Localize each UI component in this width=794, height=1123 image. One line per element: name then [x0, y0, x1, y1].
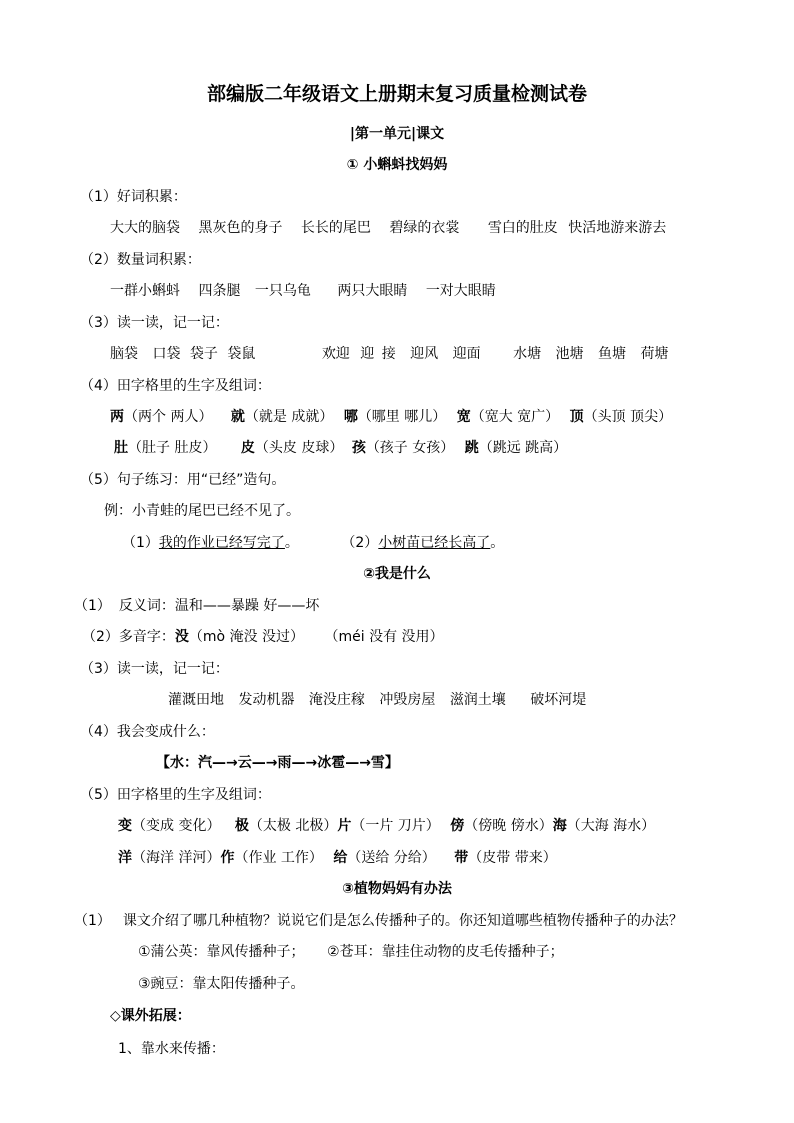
- char-words: （两个 两人）: [124, 409, 213, 425]
- char-words: （变成 变化）: [132, 818, 221, 834]
- section-label: 多音字：: [118, 629, 175, 645]
- section-heading: [80, 376, 271, 396]
- example-sentence: 例：小青蛙的尾巴已经不见了。: [104, 503, 300, 519]
- char: 顶: [569, 409, 584, 425]
- word: 迎风: [410, 346, 439, 362]
- char-words: （大海 海水）: [566, 818, 656, 834]
- char-words: （皮带 带来）: [468, 850, 557, 866]
- char-row: [118, 848, 557, 868]
- answer-punct: 。: [490, 535, 505, 551]
- char: 洋: [118, 850, 132, 866]
- char: 两: [110, 409, 124, 425]
- char: 孩: [351, 440, 366, 456]
- char-words: （肚子 肚皮）: [128, 440, 217, 456]
- word-list: [110, 218, 666, 238]
- word: 袋子: [189, 346, 218, 362]
- section-number: （5）: [80, 472, 117, 488]
- word: 黑灰色的身子: [198, 220, 283, 236]
- char: 给: [333, 850, 348, 866]
- word: 水塘: [513, 346, 542, 362]
- section-text: 反义词：温和——暴躁 好——坏: [118, 598, 320, 614]
- answer-number: （1）: [122, 535, 159, 551]
- page-title: 部编版二年级语文上册期末复习质量检测试卷: [206, 83, 587, 105]
- section-number: （1）: [74, 913, 111, 929]
- char-row: [114, 438, 567, 458]
- word-list: [110, 344, 668, 364]
- lesson-title: ① 小蝌蚪找妈妈: [346, 157, 448, 173]
- section-number: （2）: [80, 252, 117, 268]
- word: 发动机器: [238, 692, 295, 708]
- section-number: （1）: [80, 189, 117, 205]
- char-words: （海洋 洋河）: [132, 850, 221, 866]
- section-label: 读一读，记一记：: [116, 315, 229, 331]
- section-heading: [80, 187, 187, 207]
- char: 跳: [464, 440, 479, 456]
- answer-row: [122, 533, 504, 553]
- char-words: （就是 成就）: [244, 409, 334, 425]
- section-number: （2）: [82, 629, 119, 645]
- section-heading: [80, 250, 201, 270]
- word: 口袋: [152, 346, 181, 362]
- char-words: （孩子 女孩）: [365, 440, 455, 456]
- answer-text: ①蒲公英：靠风传播种子；: [138, 944, 305, 960]
- answer-number: （2）: [341, 535, 379, 551]
- char-words: （头皮 皮球）: [254, 440, 344, 456]
- char: 哪: [343, 409, 358, 425]
- char-words: （太极 北极）: [248, 818, 338, 834]
- word: 破坏河堤: [530, 692, 587, 708]
- word: 迎面: [452, 346, 481, 362]
- char: 皮: [240, 440, 255, 456]
- word: 四条腿: [198, 283, 241, 299]
- char: 肚: [114, 440, 128, 456]
- answer-punct: 。: [284, 535, 299, 551]
- question-text: 课文介绍了哪几种植物？说说它们是怎么传播种子的。你还知道哪些植物传播种子的办法？: [122, 913, 683, 929]
- answer-row: [138, 942, 564, 962]
- char: 带: [454, 850, 469, 866]
- answer-text: ③豌豆：靠太阳传播种子。: [138, 976, 305, 992]
- section-heading: [74, 911, 683, 931]
- char: 海: [552, 818, 567, 834]
- word: 荷塘: [640, 346, 669, 362]
- answer-text: ②苍耳：靠挂住动物的皮毛传播种子；: [327, 944, 564, 960]
- section-heading: [80, 722, 215, 742]
- char-words: （傍晚 傍水）: [464, 818, 553, 834]
- section-number: （4）: [80, 378, 117, 394]
- word: 池塘: [555, 346, 584, 362]
- char-words: （宽大 宽广）: [470, 409, 560, 425]
- section-label: 好词积累：: [116, 189, 187, 205]
- char-words: （跳远 跳高）: [478, 440, 568, 456]
- char: 傍: [450, 818, 465, 834]
- water-cycle-chain: 【水：汽—→云—→雨—→冰雹—→雪】: [156, 755, 399, 771]
- word: 一对大眼睛: [425, 283, 496, 299]
- extension-item: 1、靠水来传播：: [118, 1041, 225, 1057]
- char: 没: [174, 629, 189, 645]
- word-list: [168, 690, 586, 710]
- section-label: 田字格里的生字及组词：: [116, 378, 271, 394]
- char-words: （mò 淹没 没过）: [188, 629, 305, 645]
- char-words: （送给 分给）: [347, 850, 436, 866]
- char-words: （头顶 顶尖）: [583, 409, 673, 425]
- lesson-title: ③植物妈妈有办法: [342, 881, 452, 897]
- char: 作: [220, 850, 235, 866]
- char: 宽: [456, 409, 471, 425]
- char-words: （哪里 哪儿）: [357, 409, 447, 425]
- section-number: （5）: [80, 787, 117, 803]
- char-row: [118, 816, 655, 836]
- char-row: [110, 407, 672, 427]
- word: 两只大眼睛: [337, 283, 408, 299]
- char: 片: [337, 818, 352, 834]
- unit-heading: |第一单元|课文: [349, 126, 445, 142]
- word: 一群小蝌蚪: [110, 283, 180, 299]
- word: 脑袋: [110, 346, 138, 362]
- section-heading: [74, 596, 319, 616]
- word: 碧绿的衣裳: [389, 220, 460, 236]
- word: 快活地游来游去: [568, 220, 667, 236]
- answer-text: 小树苗已经长高了: [378, 535, 491, 551]
- lesson-title: ②我是什么: [363, 566, 431, 582]
- word: 灌溉田地: [168, 692, 224, 708]
- word: 淹没庄稼: [308, 692, 365, 708]
- word: 一只乌龟: [254, 283, 311, 299]
- word: 袋鼠: [227, 346, 256, 362]
- char: 就: [230, 409, 245, 425]
- char-words: （méi 没有 没用）: [324, 629, 444, 645]
- word: 滋润土壤: [449, 692, 506, 708]
- section-number: （4）: [80, 724, 117, 740]
- word-list: [110, 281, 496, 301]
- char: 极: [234, 818, 249, 834]
- extension-title: ◇课外拓展：: [110, 1008, 191, 1024]
- section-heading: [80, 313, 229, 333]
- section-heading: [82, 627, 444, 647]
- word: 雪白的肚皮: [487, 220, 558, 236]
- section-number: （3）: [80, 661, 117, 677]
- section-label: 句子练习：用“已经”造句。: [116, 472, 286, 488]
- word: 欢迎: [321, 346, 350, 362]
- word: 迎: [360, 346, 375, 362]
- word: 冲毁房屋: [379, 692, 436, 708]
- char: 变: [118, 818, 132, 834]
- section-label: 读一读，记一记：: [116, 661, 229, 677]
- section-heading: [80, 470, 285, 490]
- section-label: 数量词积累：: [116, 252, 201, 268]
- answer-text: 我的作业已经写完了: [158, 535, 285, 551]
- section-number: （1）: [74, 598, 111, 614]
- word: 长长的尾巴: [300, 220, 371, 236]
- section-label: 我会变成什么：: [116, 724, 215, 740]
- char-words: （一片 刀片）: [351, 818, 440, 834]
- word: 大大的脑袋: [110, 220, 180, 236]
- section-heading: [80, 659, 229, 679]
- section-heading: [80, 785, 271, 805]
- section-number: （3）: [80, 315, 117, 331]
- word: 接: [381, 346, 396, 362]
- word: 鱼塘: [597, 346, 626, 362]
- char-words: （作业 工作）: [234, 850, 323, 866]
- section-label: 田字格里的生字及组词：: [116, 787, 271, 803]
